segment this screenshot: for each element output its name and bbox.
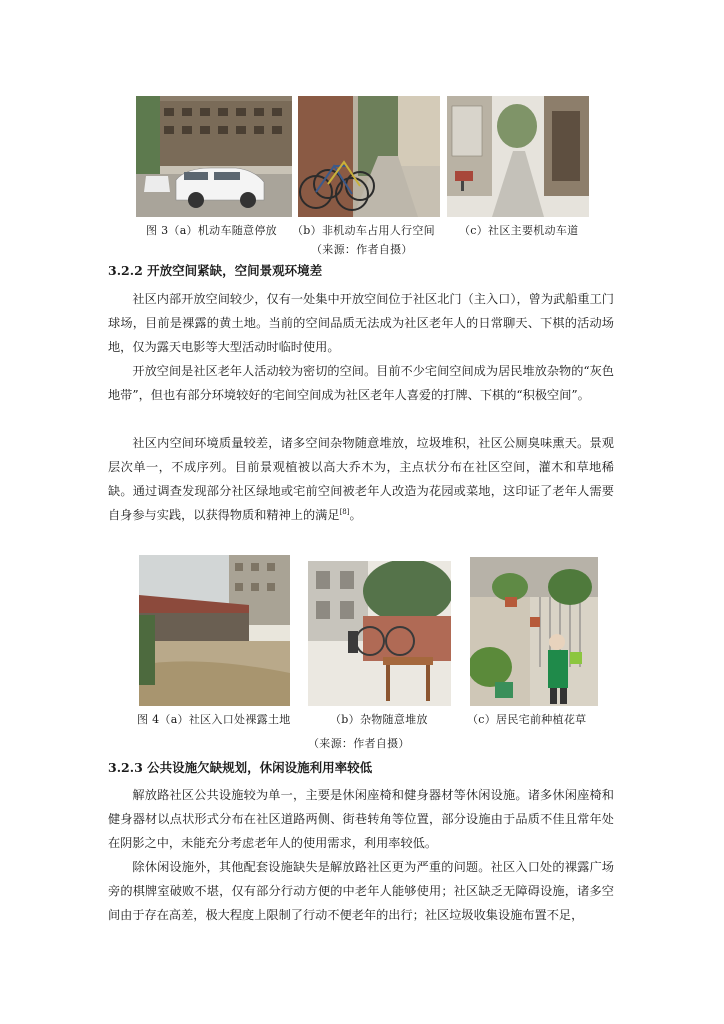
figure-4a-photo bbox=[139, 555, 290, 706]
section-3-2-2-paragraph-3-end: 。 bbox=[349, 508, 362, 522]
figure-4b-photo bbox=[308, 561, 451, 706]
figure-3c-photo bbox=[447, 96, 589, 217]
figure-4c-caption: （c）居民宅前种植花草 bbox=[467, 713, 587, 726]
figure-4-source: （来源：作者自摄） bbox=[308, 737, 410, 750]
section-3-2-2-paragraph-1: 社区内部开放空间较少，仅有一处集中开放空间位于社区北门（主入口），曾为武船重工门球场，目前是裸露的黄土地。当前的空间品质无法成为社区老年人的日常聊天、下棋的活动场地，仅为露天电影等大型活动时临时使用。 bbox=[108, 292, 614, 354]
section-3-2-2-heading: 3.2.2 开放空间紧缺，空间景观环境差 bbox=[108, 263, 323, 278]
citation-8: [8] bbox=[339, 507, 350, 516]
figure-3b-caption: （b）非机动车占用人行空间 bbox=[292, 224, 435, 237]
figure-4a-caption: 图 4（a）社区入口处裸露土地 bbox=[137, 713, 291, 726]
figure-3-source: （来源：作者自摄） bbox=[311, 243, 413, 256]
figure-3a-caption: 图 3（a）机动车随意停放 bbox=[146, 224, 277, 237]
figure-3a-photo bbox=[136, 96, 292, 217]
figure-3b-photo bbox=[298, 96, 440, 217]
section-3-2-2-paragraph-3 bbox=[108, 431, 614, 527]
section-3-2-2-paragraph-3-text: 社区内空间环境质量较差，诸多空间杂物随意堆放，垃圾堆积，社区公厕臭味熏天。景观层次单一，不成序列。目前景观植被以高大乔木为，主点状分布在社区空间，灌木和草地稀缺。通过调查发现部分社区绿地或宅前空间被老年人改造为花园或菜地，这印证了老年人需要自身参与实践，以获得物质和精神上的满足 bbox=[108, 436, 614, 522]
section-3-2-3-paragraph-2: 除休闲设施外，其他配套设施缺失是解放路社区更为严重的问题。社区入口处的裸露广场旁的棋牌室破败不堪，仅有部分行动方便的中老年人能够使用；社区缺乏无障碍设施，诸多空间由于存在高差，极大程度上限制了行动不便老年的出行；社区垃圾收集设施布置不足， bbox=[108, 860, 614, 922]
figure-4b-caption: （b）杂物随意堆放 bbox=[330, 713, 428, 726]
figure-4c-photo bbox=[470, 557, 598, 706]
section-3-2-3-paragraph-1: 解放路社区公共设施较为单一，主要是休闲座椅和健身器材等休闲设施。诸多休闲座椅和健身器材以点状形式分布在社区道路两侧、街巷转角等位置，部分设施由于品质不佳且常年处在阴影之中，未能充分考虑老年人的使用需求，利用率较低。 bbox=[108, 788, 614, 850]
section-3-2-2-paragraph-2: 开放空间是社区老年人活动较为密切的空间。目前不少宅间空间成为居民堆放杂物的“灰色地带”，但也有部分环境较好的宅间空间成为社区老年人喜爱的打牌、下棋的“积极空间”。 bbox=[108, 364, 614, 402]
section-3-2-3-heading: 3.2.3 公共设施欠缺规划，休闲设施利用率较低 bbox=[108, 760, 373, 775]
figure-3c-caption: （c）社区主要机动车道 bbox=[459, 224, 579, 237]
